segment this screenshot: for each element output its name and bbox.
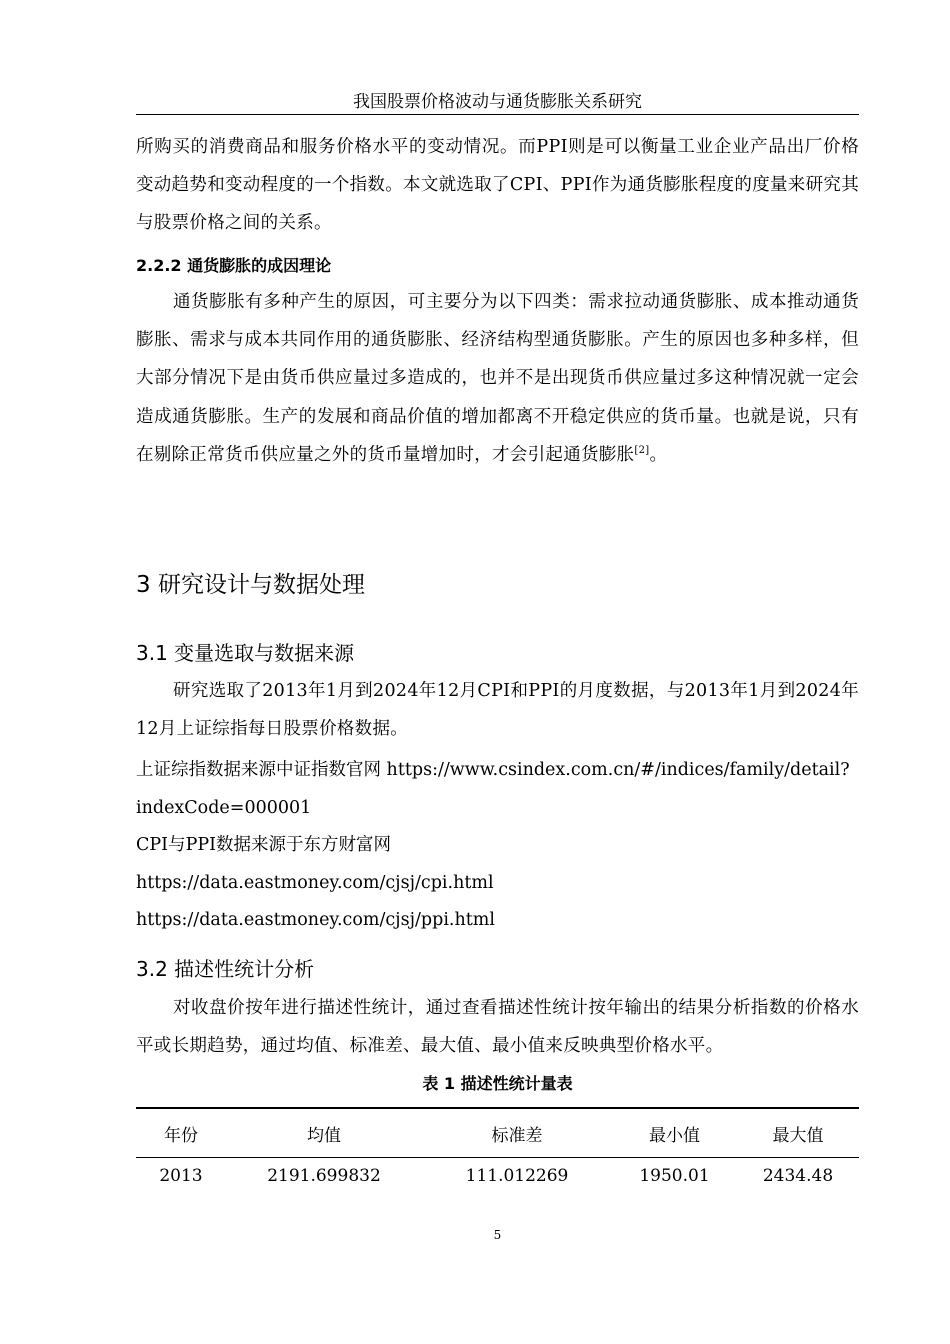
heading-2-2-2: 2.2.2 通货膨胀的成因理论 [136,256,332,275]
data-source-line-1: 上证综指数据来源中证指数官网 https://www.csindex.com.cn/#/indices/family/detail? [136,760,850,780]
column-header-max: 最大值 [772,1125,824,1146]
table-header-row [136,1108,859,1158]
descriptive-stats-table [136,1107,859,1193]
cell-min: 1950.01 [639,1165,710,1186]
paragraph-inflation-causes-text: 通货膨胀有多种产生的原因，可主要分为以下四类：需求拉动通货膨胀、成本推动通货膨胀、需求与成本共同作用的通货膨胀、经济结构型通货膨胀。产生的原因也多种多样，但大部分情况下是由货币供应量过多造成的，也并不是出现货币供应量过多这种情况就一定会造成通货膨胀。生产的发展和商品价值的增加都离不开稳定供应的货币量。也就是说，只有在剔除正常货币供应量之外的货币量增加时，才会引起通货膨胀 [136,292,859,465]
cell-std: 111.012269 [465,1165,569,1186]
data-source-url-cpi: https://data.eastmoney.com/cjsj/cpi.html [136,873,494,893]
paragraph-intro-continued: 所购买的消费商品和服务价格水平的变动情况。而PPI则是可以衡量工业企业产品出厂价格变动趋势和变动程度的一个指数。本文就选取了CPI、PPI作为通货膨胀程度的度量来研究其与股票价格之间的关系。 [136,137,859,234]
heading-3-1: 3.1 变量选取与数据来源 [136,641,355,665]
data-source-line-3: CPI与PPI数据来源于东方财富网 [136,835,392,855]
cell-mean: 2191.699832 [267,1165,381,1186]
paragraph-inflation-causes [136,283,859,474]
column-header-min: 最小值 [649,1125,700,1146]
column-header-year: 年份 [164,1125,198,1146]
data-source-line-2: indexCode=000001 [136,798,312,818]
page-number: 5 [493,1228,502,1242]
paragraph-descriptive-stats: 对收盘价按年进行描述性统计，通过查看描述性统计按年输出的结果分析指数的价格水平或长期趋势，通过均值、标准差、最大值、最小值来反映典型价格水平。 [136,998,859,1057]
column-header-mean: 均值 [307,1125,341,1146]
column-header-std: 标准差 [491,1125,543,1146]
data-source-url-ppi: https://data.eastmoney.com/cjsj/ppi.html [136,910,495,930]
paragraph-end-mark: 。 [649,444,668,465]
citation-ref: [2] [634,444,650,456]
cell-max: 2434.48 [762,1165,834,1186]
paragraph-variable-selection: 研究选取了2013年1月到2024年12月CPI和PPI的月度数据，与2013年1月到2024年12月上证综指每日股票价格数据。 [136,681,859,740]
table-caption: 表 1 描述性统计量表 [422,1074,573,1093]
header-rule [136,114,859,115]
table-row [136,1158,859,1194]
cell-year: 2013 [159,1165,203,1186]
heading-3-2: 3.2 描述性统计分析 [136,957,315,981]
page-header-title: 我国股票价格波动与通货膨胀关系研究 [353,92,642,112]
heading-chapter-3: 3 研究设计与数据处理 [136,572,365,598]
